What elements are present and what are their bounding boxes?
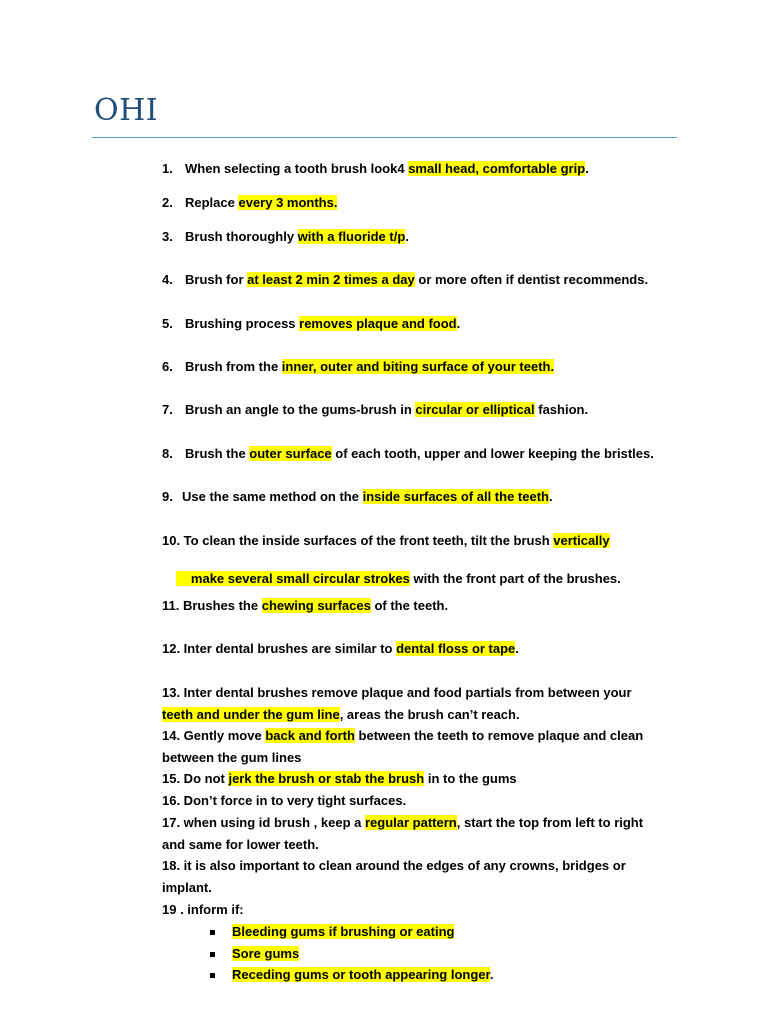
list-item-14-line-1 bbox=[162, 728, 643, 744]
item-text-end: with the front part of the brushes. bbox=[409, 571, 621, 586]
item-text-end: , areas the brush can’t reach. bbox=[339, 707, 520, 722]
item-text: Brush an angle to the gums-brush in bbox=[185, 402, 416, 417]
item-text-end: , start the top from left to right bbox=[456, 815, 644, 830]
list-item-13-line-2 bbox=[162, 707, 520, 723]
list-item-10-line-1 bbox=[162, 533, 610, 549]
item-text-end: . bbox=[405, 229, 409, 244]
item-text: 12. Inter dental brushes are similar to bbox=[162, 641, 397, 656]
highlight-text: chewing surfaces bbox=[261, 598, 371, 613]
list-item-13-line-1: 13. Inter dental brushes remove plaque and food partials from between your bbox=[162, 685, 632, 700]
item-text-end: fashion. bbox=[534, 402, 589, 417]
highlight-text: back and forth bbox=[265, 728, 355, 743]
list-item-14-line-2: between the gum lines bbox=[162, 750, 302, 765]
item-number: 1. bbox=[162, 161, 173, 176]
list-item-8 bbox=[162, 446, 654, 462]
list-item-15 bbox=[162, 771, 517, 787]
highlight-text: small head, comfortable grip bbox=[408, 161, 586, 176]
title-underline bbox=[92, 137, 677, 138]
item-text: Brush for bbox=[185, 272, 248, 287]
item-text: 10. To clean the inside surfaces of the front teeth, tilt the brush bbox=[162, 533, 554, 548]
highlight-text: vertically bbox=[553, 533, 610, 548]
list-item-11 bbox=[162, 598, 448, 614]
item-text: Brush thoroughly bbox=[185, 229, 298, 244]
item-text-end: . bbox=[548, 489, 553, 504]
highlight-text: Bleeding gums if brushing or eating bbox=[232, 924, 455, 939]
highlight-text: with a fluoride t/p bbox=[297, 229, 406, 244]
highlight-text: circular or elliptical bbox=[415, 402, 535, 417]
list-item-18-line-1: 18. it is also important to clean around the edges of any crowns, bridges or bbox=[162, 858, 626, 873]
item-text: 17. when using id brush , keep a bbox=[162, 815, 365, 830]
highlight-text: teeth and under the gum line bbox=[162, 707, 340, 722]
item-number: 3. bbox=[162, 229, 173, 244]
item-text: Use the same method on the bbox=[182, 489, 363, 504]
list-item-4 bbox=[162, 272, 648, 288]
highlight-text: make several small circular strokes bbox=[176, 571, 410, 586]
item-number: 8. bbox=[162, 446, 173, 461]
square-bullet-icon bbox=[210, 952, 215, 957]
list-item-9 bbox=[162, 489, 553, 505]
highlight-text: at least 2 min 2 times a day bbox=[247, 272, 415, 287]
list-item-12 bbox=[162, 641, 519, 657]
highlight-text: inside surfaces of all the teeth bbox=[362, 489, 549, 504]
list-item-5 bbox=[162, 316, 460, 332]
list-item-7 bbox=[162, 402, 588, 418]
item-number: 7. bbox=[162, 402, 173, 417]
bullet-item-2 bbox=[232, 946, 299, 962]
list-item-19: 19 . inform if: bbox=[162, 902, 244, 917]
highlight-text: inner, outer and biting surface of your teeth. bbox=[281, 359, 555, 374]
highlight-text: Receding gums or tooth appearing longer bbox=[232, 967, 490, 982]
item-text: When selecting a tooth brush look4 bbox=[185, 161, 409, 176]
bullet-item-3 bbox=[232, 967, 493, 983]
highlight-text: Sore gums bbox=[232, 946, 300, 961]
item-text: 14. Gently move bbox=[162, 728, 266, 743]
list-item-10-line-2 bbox=[162, 555, 621, 603]
list-item-17-line-1 bbox=[162, 815, 643, 831]
highlight-text: jerk the brush or stab the brush bbox=[228, 771, 425, 786]
item-text-end: between the teeth to remove plaque and clean bbox=[354, 728, 644, 743]
bullet-item-1 bbox=[232, 924, 454, 940]
item-text-end: of the teeth. bbox=[370, 598, 449, 613]
item-text-end: in to the gums bbox=[424, 771, 517, 786]
highlight-text: outer surface bbox=[249, 446, 332, 461]
list-item-3 bbox=[162, 229, 409, 245]
list-item-2 bbox=[162, 195, 337, 211]
highlight-text: regular pattern bbox=[365, 815, 457, 830]
item-text-end: . bbox=[515, 641, 519, 656]
item-number: 2. bbox=[162, 195, 173, 210]
square-bullet-icon bbox=[210, 973, 215, 978]
item-number: 9. bbox=[162, 489, 173, 504]
list-item-1 bbox=[162, 161, 589, 177]
item-text: 11. Brushes the bbox=[162, 598, 262, 613]
item-number: 6. bbox=[162, 359, 173, 374]
item-text: Brushing process bbox=[185, 316, 300, 331]
item-text-end: . bbox=[585, 161, 589, 176]
list-item-16: 16. Don’t force in to very tight surfaces. bbox=[162, 793, 407, 808]
item-number: 4. bbox=[162, 272, 173, 287]
page-title: OHI bbox=[94, 93, 159, 128]
item-text-end: . bbox=[456, 316, 461, 331]
item-text: Replace bbox=[185, 195, 239, 210]
item-text-end: of each tooth, upper and lower keeping the bristles. bbox=[331, 446, 654, 461]
item-text-end: . bbox=[489, 967, 494, 982]
highlight-text: removes plaque and food bbox=[299, 316, 457, 331]
item-text: Brush the bbox=[185, 446, 250, 461]
highlight-text: every 3 months. bbox=[238, 195, 338, 210]
highlight-text: dental floss or tape bbox=[396, 641, 516, 656]
item-number: 5. bbox=[162, 316, 173, 331]
square-bullet-icon bbox=[210, 930, 215, 935]
list-item-17-line-2: and same for lower teeth. bbox=[162, 837, 319, 852]
list-item-18-line-2: implant. bbox=[162, 880, 212, 895]
item-text-end: or more often if dentist recommends. bbox=[414, 272, 649, 287]
item-text: Brush from the bbox=[185, 359, 282, 374]
item-text: 15. Do not bbox=[162, 771, 229, 786]
list-item-6 bbox=[162, 359, 554, 375]
